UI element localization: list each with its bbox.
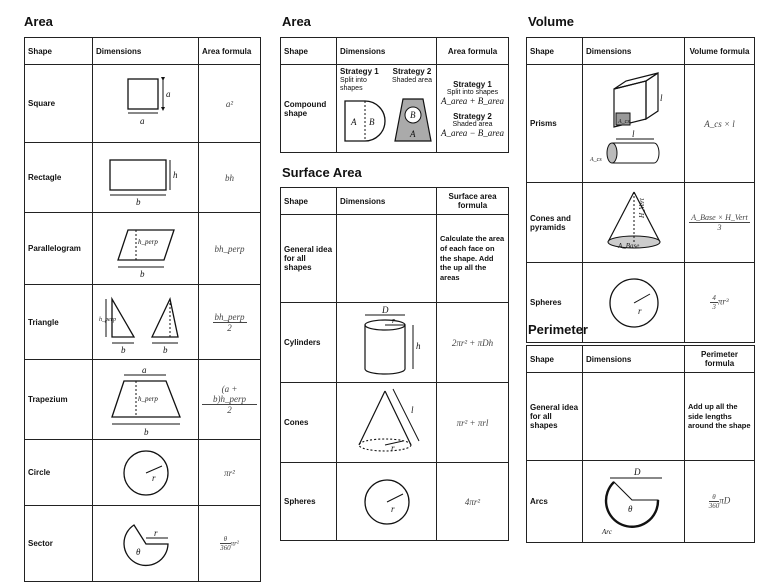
formula: 2πr² + πDh: [437, 303, 509, 383]
square-diagram: [96, 69, 196, 139]
label: B: [369, 117, 375, 128]
label: h: [416, 340, 421, 351]
label: Arc: [601, 527, 612, 536]
label: a: [139, 115, 144, 126]
fraction: $\frac{\text{bh\_perp}}{2}$: [214, 311, 245, 333]
col-formula: Area formula: [199, 38, 261, 65]
label: b: [162, 345, 167, 355]
table-row: [281, 215, 509, 303]
table-row: Arcs D θ Arc $\frac{\theta}{360}$ πD: [527, 461, 755, 543]
formula: A_cs × l: [685, 65, 755, 183]
fraction: $\frac{\text{A\_Base × H\_Vert}}{3}$: [691, 213, 748, 232]
label: r: [392, 315, 396, 325]
compound-area-title: Area: [282, 14, 311, 29]
shape-name: Triangle: [25, 285, 93, 360]
label: a: [141, 364, 146, 375]
label: A_cs: [589, 156, 602, 163]
fraction: $\frac{4}{3}$: [712, 294, 716, 311]
fraction: $\frac{\theta}{360}$: [708, 493, 720, 510]
col-dimensions: Dimensions: [93, 38, 199, 65]
volume-title: Volume: [528, 14, 574, 29]
table-row: [281, 383, 509, 463]
perimeter-table: Shape Dimensions Perimeter formula General idea for all shapes Add up all the side lengths around the shape Arcs D θ Arc $\frac{\theta}{360}$ πD: [526, 345, 755, 543]
label: l: [659, 92, 663, 103]
triangle-diagram: [96, 289, 196, 355]
label: h_perp: [98, 317, 116, 323]
shape-name: Circle: [25, 440, 93, 506]
label: A_Base: [617, 241, 639, 250]
label: θ: [627, 503, 632, 514]
label: A_cs: [617, 118, 630, 125]
table-row: [25, 143, 261, 213]
label: B: [410, 110, 416, 121]
table-row: [25, 440, 261, 506]
formula: bh_perp: [199, 213, 261, 285]
label: D: [382, 304, 389, 315]
table-row: Sector r θ $\frac{\theta}{360}$ πr²: [25, 506, 261, 582]
arc-diagram: [584, 464, 684, 540]
area-title: Area: [24, 14, 53, 29]
col-shape: Shape: [25, 38, 93, 65]
formula: Add up all the side lengths around the shape: [685, 373, 755, 461]
table-row: [281, 303, 509, 383]
label: h: [172, 169, 177, 180]
formula: A_area + B_area: [441, 95, 504, 106]
cylinder-diagram: [337, 305, 437, 381]
shape-name: Cones: [281, 383, 337, 463]
rectangle-diagram: [96, 148, 196, 208]
shape-name: Spheres: [527, 263, 583, 343]
shape-name: Compound shape: [281, 65, 337, 153]
formula: bh: [199, 143, 261, 213]
shape-name: General idea for all shapes: [527, 373, 583, 461]
formula: 4πr²: [437, 463, 509, 541]
cone-diagram: [337, 385, 437, 461]
label: b: [139, 268, 144, 279]
label: r: [391, 503, 395, 514]
prism-diagram: [584, 69, 684, 179]
shape-name: Trapezium: [25, 360, 93, 440]
parallelogram-diagram: [96, 218, 196, 280]
formula: πr² + πrl: [437, 383, 509, 463]
table-row: [25, 65, 261, 143]
shape-name: Cylinders: [281, 303, 337, 383]
shape-name: General idea for all shapes: [281, 215, 337, 303]
shape-name: Arcs: [527, 461, 583, 543]
formula: a²: [199, 65, 261, 143]
table-row: [281, 463, 509, 541]
table-row: [527, 65, 755, 183]
label: H_Vert: [637, 197, 646, 218]
label: b: [143, 426, 148, 437]
shape-name: Cones and pyramids: [527, 183, 583, 263]
fraction: $\frac{\theta}{360}$: [220, 535, 231, 552]
perimeter-title: Perimeter: [528, 322, 588, 337]
label: A: [410, 129, 416, 140]
label: r: [153, 527, 158, 538]
table-row: [25, 285, 261, 360]
label: a: [165, 88, 170, 99]
surface-area-title: Surface Area: [282, 165, 362, 180]
label: l: [411, 404, 414, 415]
shape-name: Square: [25, 65, 93, 143]
shape-name: Rectagle: [25, 143, 93, 213]
sphere-diagram: [584, 272, 684, 334]
table-row: [25, 213, 261, 285]
trapezium-diagram: [96, 363, 196, 437]
shape-name: Spheres: [281, 463, 337, 541]
label: r: [151, 472, 156, 483]
formula: Calculate the area of each face on the shape. Add the up all the areas: [437, 215, 509, 303]
shape-name: Sector: [25, 506, 93, 582]
surface-area-table: Shape Dimensions Surface area formula General idea for all shapes Calculate the area of each face on the shape. Add the up all the areas Cylinders D r h 2πr² + πDh Cones l r πr² + πrl Spheres r 4πr²: [280, 187, 509, 541]
fraction: $\frac{\text{(a + b)h\_perp}}{2}$: [202, 384, 257, 415]
shape-name: Prisms: [527, 65, 583, 183]
table-row: [25, 360, 261, 440]
label: r: [391, 442, 395, 453]
label: b: [135, 196, 140, 207]
circle-diagram: [96, 444, 196, 502]
sphere-diagram: [337, 472, 437, 532]
table-row: Compound shape Strategy 1 Split into shapes Strategy 2 Shaded area A B B A Strategy 1 Split into shapes A_area + B_area Strategy 2 Shaded area A_area − B_area: [281, 65, 509, 153]
sector-diagram: [96, 511, 196, 577]
volume-table: Shape Dimensions Volume formula Prisms A_cs l l A_cs A_cs × l Cones and pyramids H_Vert A_Base $\frac{\text{A\_Base × H\_Vert}}{3}$ Spheres r $\frac{4}{3}$ πr³: [526, 37, 755, 343]
label: h_perp: [137, 237, 158, 246]
cone-pyramid-diagram: [584, 186, 684, 260]
compound-area-table: Shape Dimensions Area formula Compound shape Strategy 1 Split into shapes Strategy 2 Shaded area A B B A Strategy 1 Split into shapes A_area + B_area Strategy 2 Shaded area A_area − B_area: [280, 37, 509, 153]
shape-name: Parallelogram: [25, 213, 93, 285]
area-table: [24, 37, 261, 582]
formula: A_area − B_area: [441, 127, 504, 138]
label: b: [120, 345, 125, 355]
label: θ: [135, 546, 140, 557]
compound-diagram: [337, 93, 437, 145]
label: h_perp: [137, 394, 158, 403]
table-row: [527, 183, 755, 263]
table-row: [527, 373, 755, 461]
label: A: [351, 117, 357, 128]
label: D: [633, 466, 640, 477]
formula: πr²: [199, 440, 261, 506]
table-row: Spheres r $\frac{4}{3}$ πr³: [527, 263, 755, 343]
label: r: [637, 305, 642, 316]
label: l: [631, 128, 635, 139]
